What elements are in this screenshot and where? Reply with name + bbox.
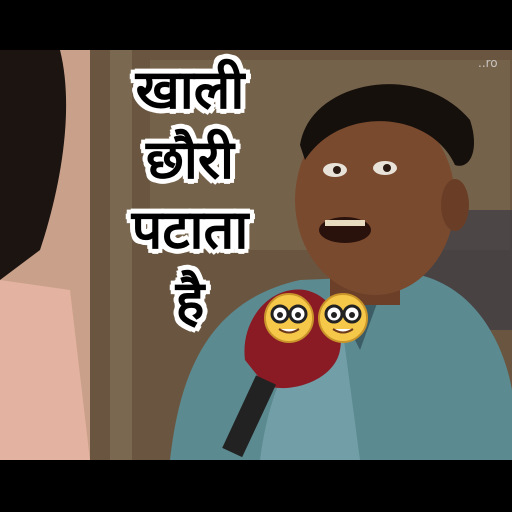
caption-line-3: पटाता <box>131 198 249 262</box>
man-pupil-left <box>333 166 341 174</box>
meme-caption <box>95 55 285 336</box>
man-ear <box>441 179 469 231</box>
nerd-face-emoji-right <box>319 294 367 342</box>
man-pupil-right <box>383 164 391 172</box>
caption-line-2: छौरी <box>146 128 234 192</box>
letterbox-top <box>0 0 512 50</box>
watermark: ..ro <box>478 56 498 70</box>
man-teeth <box>325 220 365 226</box>
caption-line-1: खाली <box>135 58 245 121</box>
caption-line-4: है <box>175 268 205 332</box>
letterbox-bottom <box>0 460 512 512</box>
